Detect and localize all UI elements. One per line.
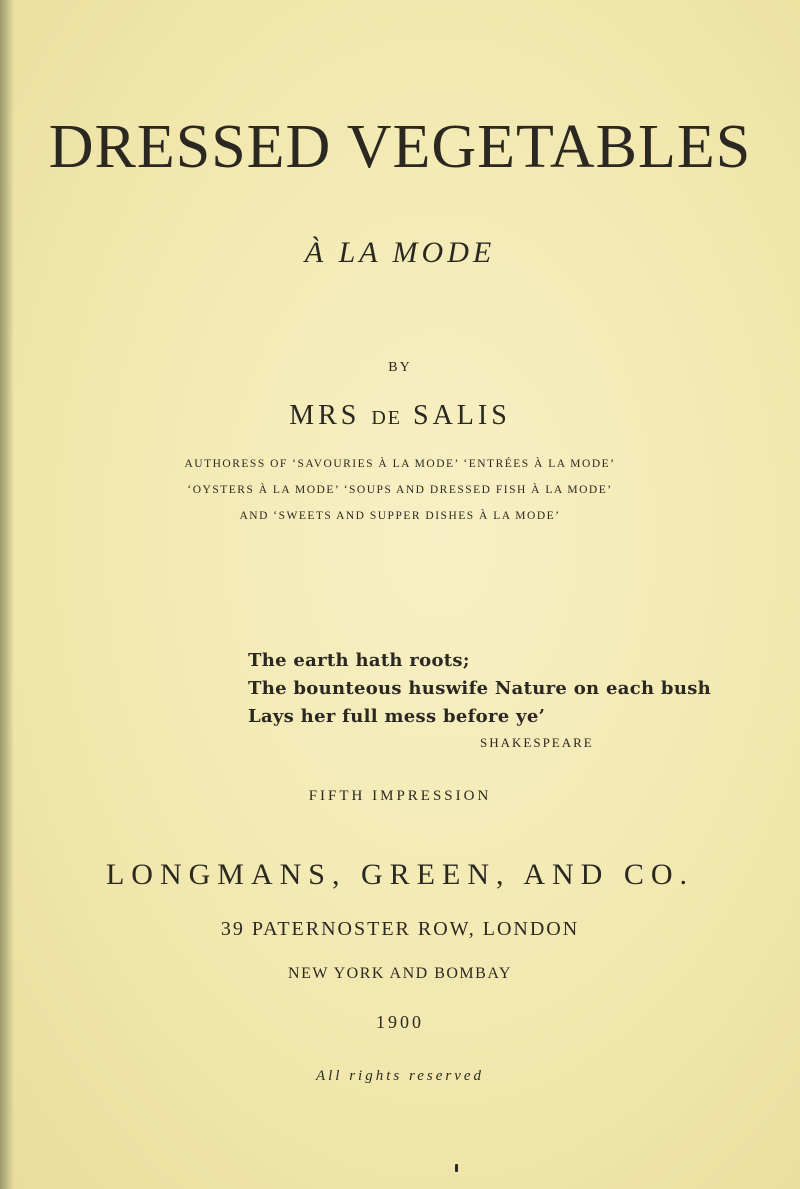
epigraph-line: The bounteous huswife Nature on each bush xyxy=(248,678,712,699)
printer-mark xyxy=(455,1164,458,1172)
author-credits-line: AUTHORESS OF ‘SAVOURIES À LA MODE’ ‘ENTRÉES À LA MODE’ xyxy=(184,458,616,470)
author-credits-line: ‘OYSTERS À LA MODE’ ‘SOUPS AND DRESSED FISH À LA MODE’ xyxy=(187,484,613,496)
impression-label: FIFTH IMPRESSION xyxy=(308,788,492,804)
author-particle: DE xyxy=(371,407,403,429)
author-credits-line: AND ‘SWEETS AND SUPPER DISHES À LA MODE’ xyxy=(239,510,561,522)
by-label: BY xyxy=(388,360,412,375)
epigraph-line: The earth hath roots; xyxy=(248,650,470,671)
epigraph-line: Lays her full mess before ye’ xyxy=(248,706,546,727)
book-subtitle: À LA MODE xyxy=(304,236,496,269)
book-title: DRESSED VEGETABLES xyxy=(48,113,752,181)
author-name xyxy=(0,400,800,432)
publisher-address: 39 PATERNOSTER ROW, LONDON xyxy=(220,918,580,940)
publisher-name: LONGMANS, GREEN, AND CO. xyxy=(105,858,694,891)
publication-year: 1900 xyxy=(376,1012,424,1032)
publisher-cities: NEW YORK AND BOMBAY xyxy=(288,965,512,982)
author-prefix: MRS xyxy=(289,400,361,431)
epigraph-attribution: SHAKESPEARE xyxy=(480,735,594,750)
author-surname: SALIS xyxy=(413,400,511,431)
rights-notice: All rights reserved xyxy=(315,1068,485,1084)
